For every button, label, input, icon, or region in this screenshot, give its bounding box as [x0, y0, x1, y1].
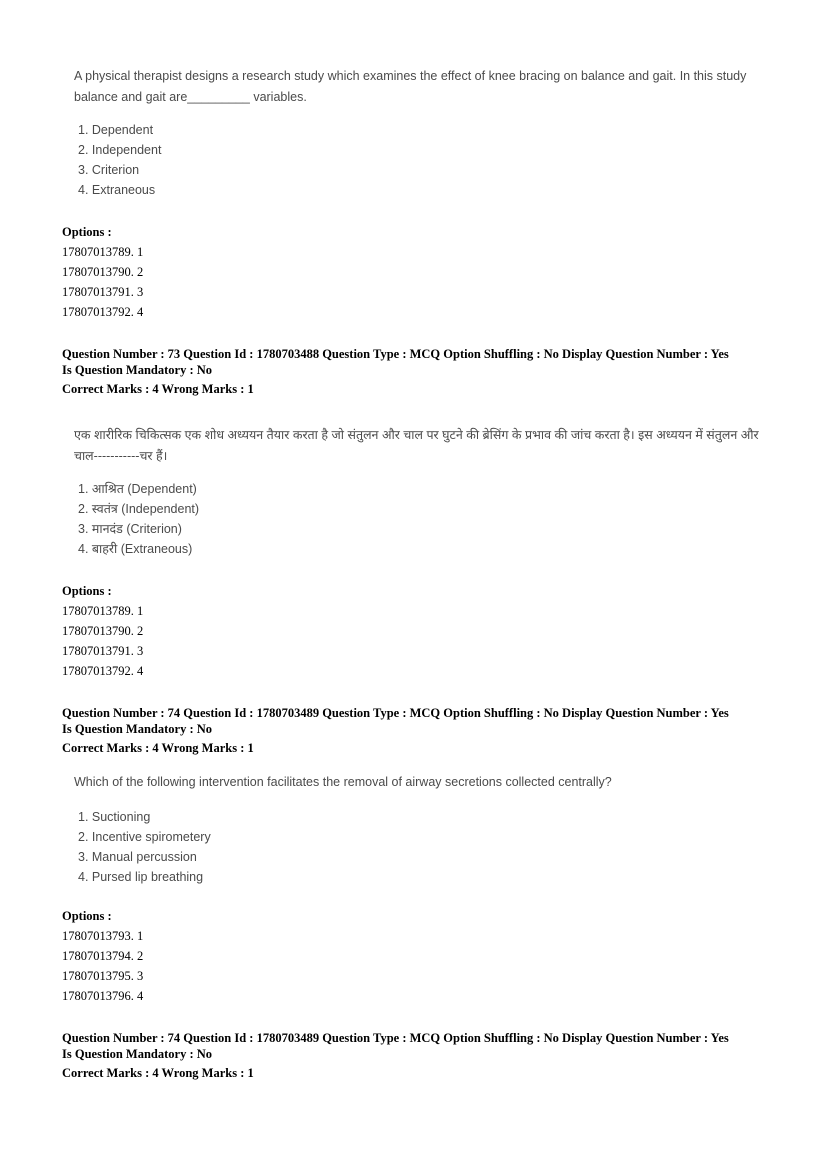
question-meta-line: Question Number : 74 Question Id : 1780703489 Question Type : MCQ Option Shuffling : No Display Question Number : Yes [62, 706, 729, 720]
question-mandatory: Is Question Mandatory : No [62, 363, 213, 377]
option-id: 17807013791. 3 [62, 644, 144, 658]
question-73-options [62, 581, 782, 681]
choice-list [62, 479, 782, 559]
choice-list [62, 807, 782, 887]
choice-item: 3. Criterion [78, 163, 140, 177]
question-73-meta [62, 346, 782, 397]
option-id: 17807013791. 3 [62, 285, 144, 299]
choice-item: 4. बाहरी (Extraneous) [78, 542, 193, 556]
question-meta-line: Question Number : 73 Question Id : 1780703488 Question Type : MCQ Option Shuffling : No Display Question Number : Yes [62, 347, 729, 361]
option-id: 17807013792. 4 [62, 305, 144, 319]
option-id: 17807013792. 4 [62, 664, 144, 678]
choice-item: 2. Independent [78, 143, 162, 157]
option-id: 17807013790. 2 [62, 265, 144, 279]
question-74-body [62, 772, 782, 887]
question-74-meta [62, 705, 782, 756]
question-meta-line: Question Number : 74 Question Id : 1780703489 Question Type : MCQ Option Shuffling : No Display Question Number : Yes [62, 1031, 729, 1045]
option-id: 17807013789. 1 [62, 604, 144, 618]
option-id: 17807013795. 3 [62, 969, 144, 983]
question-73-body [62, 425, 782, 559]
options-heading: Options : [62, 225, 112, 239]
question-74b-meta [62, 1030, 782, 1081]
choice-item: 3. मानदंड (Criterion) [78, 522, 182, 536]
question-marks: Correct Marks : 4 Wrong Marks : 1 [62, 1066, 254, 1080]
question-marks: Correct Marks : 4 Wrong Marks : 1 [62, 382, 254, 396]
option-id: 17807013789. 1 [62, 245, 144, 259]
choice-item: 2. Incentive spirometery [78, 830, 211, 844]
choice-item: 1. Suctioning [78, 810, 151, 824]
question-mandatory: Is Question Mandatory : No [62, 722, 213, 736]
choice-item: 3. Manual percussion [78, 850, 197, 864]
choice-item: 2. स्वतंत्र (Independent) [78, 502, 200, 516]
question-text: A physical therapist designs a research study which examines the effect of knee bracing on balance and gait. In this study balance and gait are_________ variables. [74, 69, 747, 104]
question-mandatory: Is Question Mandatory : No [62, 1047, 213, 1061]
options-heading: Options : [62, 909, 112, 923]
option-id: 17807013794. 2 [62, 949, 144, 963]
question-text: Which of the following intervention facilitates the removal of airway secretions collected centrally? [74, 775, 612, 789]
option-id: 17807013793. 1 [62, 929, 144, 943]
choice-item: 4. Extraneous [78, 183, 156, 197]
question-74-options [62, 906, 782, 1006]
choice-item: 4. Pursed lip breathing [78, 870, 204, 884]
question-72-body [62, 66, 782, 200]
options-heading: Options : [62, 584, 112, 598]
option-id: 17807013796. 4 [62, 989, 144, 1003]
question-marks: Correct Marks : 4 Wrong Marks : 1 [62, 741, 254, 755]
choice-item: 1. Dependent [78, 123, 154, 137]
choice-list [62, 120, 782, 200]
question-72-options [62, 222, 782, 322]
option-id: 17807013790. 2 [62, 624, 144, 638]
choice-item: 1. आश्रित (Dependent) [78, 482, 197, 496]
question-text: एक शारीरिक चिकित्सक एक शोध अध्ययन तैयार करता है जो संतुलन और चाल पर घुटने की ब्रेसिंग के प्रभाव की जांच करता है। इस अध्ययन में संतुलन और चाल-----------चर हैं। [74, 428, 759, 463]
